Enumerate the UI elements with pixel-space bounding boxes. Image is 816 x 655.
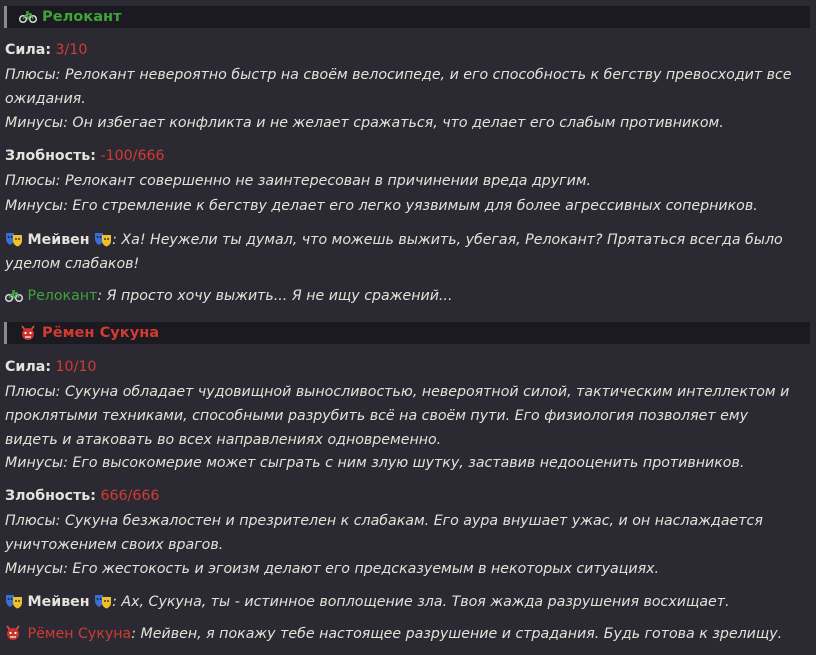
malice-pros: Плюсы: Релокант совершенно не заинтересован в причинении вреда другим. (5, 173, 592, 189)
ogre-icon (19, 325, 37, 341)
strength-cons: Минусы: Его высокомерие может сыграть с ним злую шутку, заставив недооценить противников. (5, 455, 745, 471)
speaker-name: Мейвен (27, 232, 90, 248)
ogre-icon (5, 625, 23, 641)
dialogue-line (5, 284, 810, 308)
strength-value: 3/10 (55, 42, 88, 58)
dialogue-text: : Ха! Неужели ты думал, что можешь выжить, убегая, Релокант? Прятаться всегда было уделом слабаков! (5, 232, 783, 272)
strength-line (5, 355, 810, 379)
theater-masks-icon (94, 231, 112, 247)
dialogue-text: : Я просто хочу выжить... Я не ищу сражений... (97, 288, 453, 304)
malice-cons: Минусы: Его жестокость и эгоизм делают его предсказуемым в некоторых ситуациях. (5, 561, 660, 577)
theater-masks-icon (5, 231, 23, 247)
speaker-name: Релокант (27, 288, 98, 304)
malice-label: Злобность: (5, 488, 96, 504)
section-title: Релокант (42, 8, 122, 25)
speaker-name: Рёмен Сукуна (27, 626, 132, 642)
malice-cons: Минусы: Его стремление к бегству делает его легко уязвимым для более агрессивных соперников. (5, 198, 758, 214)
bicycle-icon (5, 287, 23, 303)
strength-label: Сила: (5, 359, 51, 375)
malice-label: Злобность: (5, 148, 96, 164)
malice-value: 666/666 (100, 488, 160, 504)
strength-cons: Минусы: Он избегает конфликта и не желает сражаться, что делает его слабым противником. (5, 115, 724, 131)
strength-label: Сила: (5, 42, 51, 58)
strength-pros: Плюсы: Сукуна обладает чудовищной выносливостью, невероятной силой, тактическим интеллектом и проклятыми техниками, способными разрубить всё на своём пути. Его физиология позволяет ему видеть и атаковать во всех направлениях одновременно. (5, 384, 790, 448)
theater-masks-icon (5, 593, 23, 609)
dialogue-line (5, 590, 810, 614)
malice-line (5, 144, 810, 168)
section-title: Рёмен Сукуна (42, 324, 160, 341)
malice-pros: Плюсы: Сукуна безжалостен и презрителен к слабакам. Его аура внушает ужас, и он наслаждается уничтожением своих врагов. (5, 513, 763, 553)
strength-value: 10/10 (55, 359, 97, 375)
malice-value: -100/666 (100, 148, 165, 164)
dialogue-line (5, 228, 805, 276)
bicycle-icon (19, 9, 37, 25)
strength-pros: Плюсы: Релокант невероятно быстр на своём велосипеде, и его способность к бегству превосходит все ожидания. (5, 67, 792, 107)
dialogue-line (5, 622, 810, 646)
dialogue-text: : Мейвен, я покажу тебе настоящее разрушение и страдания. Будь готова к зрелищу. (131, 626, 783, 642)
speaker-name: Мейвен (27, 594, 90, 610)
section-header-sukuna (4, 322, 810, 344)
strength-line (5, 38, 810, 62)
section-header-relocant (4, 6, 810, 28)
malice-line (5, 484, 810, 508)
dialogue-text: : Ах, Сукуна, ты - истинное воплощение зла. Твоя жажда разрушения восхищает. (112, 594, 730, 610)
theater-masks-icon (94, 593, 112, 609)
